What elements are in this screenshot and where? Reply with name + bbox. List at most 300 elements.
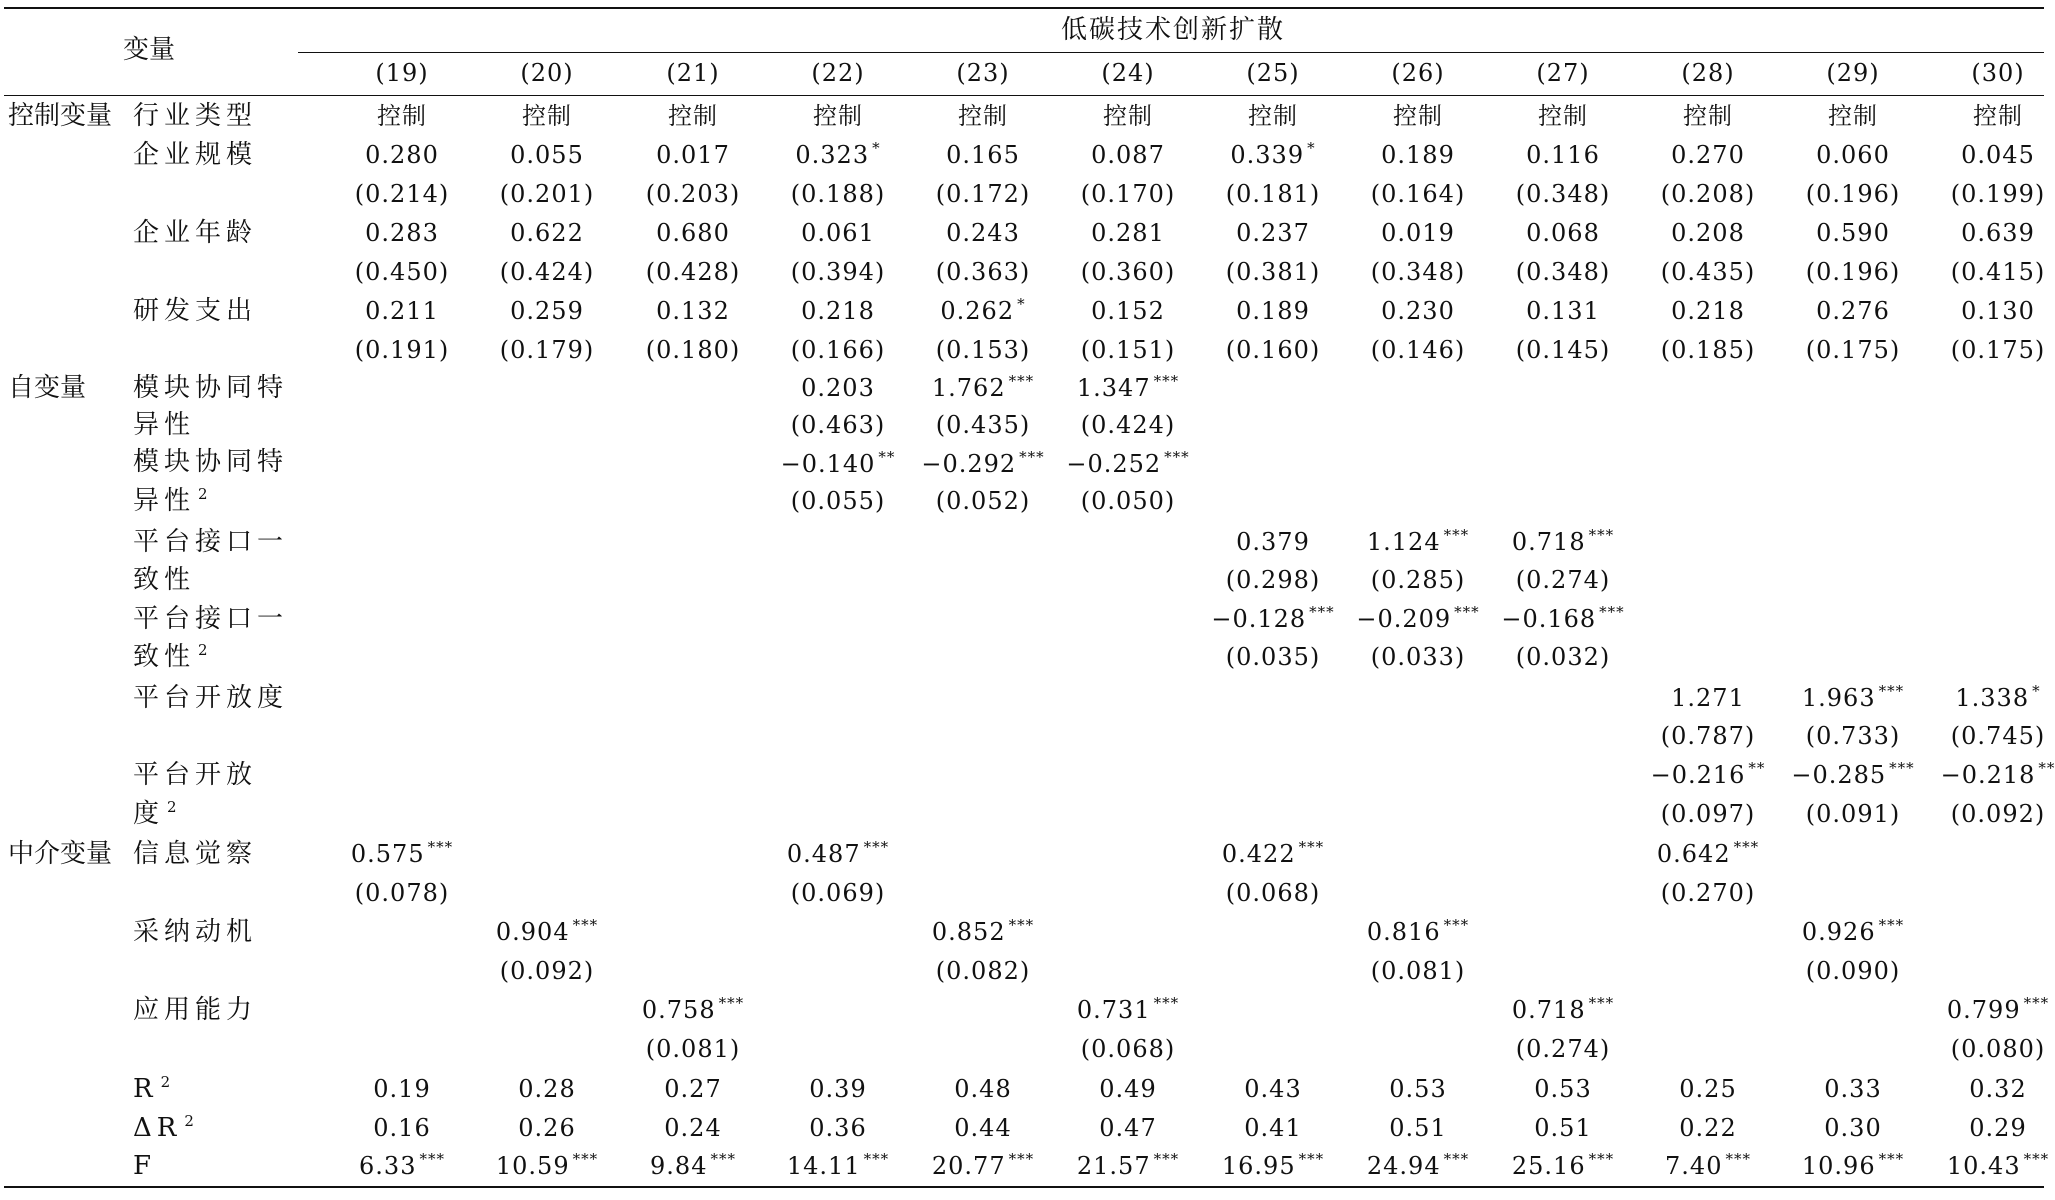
table-cell [1661,721,1755,751]
cell-value: (0.274) [1515,1035,1611,1063]
table-cell [1077,995,1179,1025]
table-cell [1371,642,1465,672]
cell-value: 0.718 [1511,528,1586,556]
significance-marker: *** [2023,994,2050,1012]
table-cell [500,956,594,986]
cell-value: 0.379 [1236,528,1310,556]
label-platform-openness-sq-b: 度 $^2$ [133,798,182,829]
cell-value: 0.575 [350,840,425,868]
header-bottom-rule [4,95,2044,96]
significance-marker: *** [1309,603,1335,621]
table-cell [1951,257,2045,287]
table-cell [646,257,740,287]
label-platform-interface-sq-a: 平台接口一 [133,604,289,634]
table-cell [1534,1113,1591,1143]
cell-value: (0.160) [1225,336,1321,364]
cell-value: 0.061 [801,219,875,247]
table-cell [1516,257,1610,287]
cell-value: (0.199) [1950,180,2046,208]
table-cell [656,296,730,326]
cell-value: 控制 [1393,102,1443,130]
cell-value: 0.904 [495,918,570,946]
cell-value: 0.51 [1389,1114,1447,1142]
cell-value: 控制 [1683,102,1733,130]
table-cell [1516,565,1610,595]
cell-value: (0.179) [499,336,595,364]
significance-marker: *** [1588,994,1615,1012]
table-cell [791,257,885,287]
label-r-squared: R $^2$ [133,1073,176,1104]
table-cell [1516,179,1610,209]
significance-marker: *** [1298,838,1325,856]
table-cell [1806,799,1900,829]
table-cell [1367,1151,1469,1181]
table-cell [1526,140,1600,170]
table-cell [1661,799,1755,829]
model-header: (22) [811,59,865,87]
cell-value: 0.25 [1679,1075,1737,1103]
table-cell [1683,101,1733,131]
table-cell [1828,101,1878,131]
cell-value: 0.41 [1244,1114,1302,1142]
table-cell [1806,721,1900,751]
table-cell [1665,1151,1751,1181]
table-cell [496,1151,598,1181]
table-cell [1226,257,1320,287]
cell-value: (0.082) [935,957,1031,985]
cell-value: 0.218 [1671,297,1745,325]
cell-value: 0.47 [1099,1114,1157,1142]
table-cell [1389,1074,1446,1104]
label-application-capability: 应用能力 [133,995,258,1025]
table-cell [646,335,740,365]
cell-value: (0.787) [1660,722,1756,750]
cell-value: 0.130 [1961,297,2035,325]
table-cell [1951,335,2045,365]
cell-value: 0.49 [1099,1075,1157,1103]
significance-marker: *** [1443,916,1470,934]
table-cell [936,335,1030,365]
cell-value: (0.069) [790,879,886,907]
significance-marker: * [872,139,881,157]
cell-value: 0.51 [1534,1114,1592,1142]
table-cell [373,1074,430,1104]
significance-marker: * [1017,295,1026,313]
cell-value: 控制 [1248,102,1298,130]
cell-value: 0.283 [365,219,439,247]
significance-marker: *** [1443,1150,1470,1168]
table-cell [1951,721,2045,751]
significance-marker: *** [1599,603,1625,621]
cell-value: 0.16 [373,1114,431,1142]
cell-value: 0.731 [1076,996,1151,1024]
cell-value: 25.16 [1511,1152,1586,1180]
cell-value: (0.145) [1515,336,1611,364]
significance-marker: *** [1153,994,1180,1012]
cell-value: (0.164) [1370,180,1466,208]
table-cell [1671,296,1745,326]
cell-value: (0.270) [1660,879,1756,907]
cell-value: (0.097) [1660,800,1756,828]
cell-value: 24.94 [1366,1152,1441,1180]
cell-value: 0.218 [801,297,875,325]
cell-value: (0.175) [1805,336,1901,364]
cell-value: (0.463) [790,411,886,439]
significance-marker: *** [1164,448,1190,466]
cell-value: −0.168 [1501,605,1597,633]
cell-value: 0.29 [1969,1114,2027,1142]
cell-value: 0.189 [1236,297,1310,325]
cell-value: 0.281 [1091,219,1165,247]
table-cell [1381,218,1455,248]
cell-value: 7.40 [1665,1152,1723,1180]
cell-value: (0.191) [354,336,450,364]
significance-marker: *** [1008,916,1035,934]
cell-value: 10.43 [1946,1152,2021,1180]
label-platform-openness-sq-a: 平台开放 [133,760,258,790]
table-cell [791,486,885,516]
cell-value: (0.181) [1225,180,1321,208]
cell-value: 0.060 [1816,141,1890,169]
cell-value: 0.24 [664,1114,722,1142]
cell-value: −0.218 [1940,761,2036,789]
cell-value: (0.435) [1660,258,1756,286]
cell-value: 0.680 [656,219,730,247]
table-cell [1091,218,1165,248]
cell-value: (0.170) [1080,180,1176,208]
table-cell [1947,995,2049,1025]
significance-marker: *** [1008,372,1035,390]
cell-value: (0.188) [790,180,886,208]
significance-marker: *** [1153,372,1180,390]
cell-value: (0.428) [645,258,741,286]
significance-marker: *** [1008,1150,1035,1168]
table-cell [1236,296,1310,326]
label-f-statistic: F [133,1151,157,1181]
cell-value: 0.622 [510,219,584,247]
table-cell [359,1151,445,1181]
model-header: (25) [1246,59,1300,87]
table-cell [1961,296,2035,326]
cell-value: 控制 [958,102,1008,130]
cell-value: (0.214) [354,180,450,208]
cell-value: 10.96 [1801,1152,1876,1180]
table-cell [656,218,730,248]
cell-value: 0.131 [1526,297,1600,325]
table-cell [1661,335,1755,365]
table-cell [377,101,427,131]
cell-value: (0.196) [1805,180,1901,208]
cell-value: (0.363) [935,258,1031,286]
cell-value: (0.091) [1805,800,1901,828]
cell-value: 0.230 [1381,297,1455,325]
significance-marker: *** [863,1150,890,1168]
significance-marker: *** [1588,1150,1615,1168]
label-adoption-motivation: 采纳动机 [133,917,258,947]
cell-value: −0.292 [921,450,1017,478]
table-cell [1081,1034,1175,1064]
table-cell [936,956,1030,986]
table-cell [946,140,1020,170]
cell-value: −0.285 [1791,761,1887,789]
cell-value: 0.48 [954,1075,1012,1103]
significance-marker: *** [710,1150,736,1168]
label-platform-interface-sq-b: 致性 $^2$ [133,641,213,672]
cell-value: (0.208) [1660,180,1756,208]
cell-value: 10.59 [495,1152,570,1180]
table-cell [500,335,594,365]
cell-value: 0.28 [518,1075,576,1103]
cell-value: 控制 [813,102,863,130]
table-cell [1651,760,1766,790]
cell-value: (0.394) [790,258,886,286]
table-cell [365,296,439,326]
table-cell [921,449,1044,479]
model-header: (28) [1681,59,1735,87]
cell-value: 0.045 [1961,141,2035,169]
table-cell [664,1113,721,1143]
cell-value: 控制 [522,102,572,130]
significance-marker: *** [1019,448,1045,466]
group-independent-variables: 自变量 [8,373,87,403]
significance-marker: *** [1153,1150,1180,1168]
cell-value: 0.055 [510,141,584,169]
table-cell [1661,257,1755,287]
label-platform-openness: 平台开放度 [133,683,289,713]
cell-value: 0.189 [1381,141,1455,169]
cell-value: 0.262 [940,297,1015,325]
table-cell [1236,218,1310,248]
cell-value: 0.30 [1824,1114,1882,1142]
cell-value: 0.280 [365,141,439,169]
table-cell [1381,296,1455,326]
table-cell [355,179,449,209]
table-cell [1951,1034,2045,1064]
table-cell [1806,956,1900,986]
table-cell [1367,917,1469,947]
table-cell [954,1074,1011,1104]
cell-value: (0.035) [1225,643,1321,671]
table-cell [1534,1074,1591,1104]
table-cell [1211,604,1334,634]
table-cell [1806,335,1900,365]
table-cell [1371,335,1465,365]
table-cell [809,1113,866,1143]
cell-value: (0.180) [645,336,741,364]
cell-value: 1.762 [931,374,1006,402]
significance-marker: ** [878,448,896,466]
table-cell [1081,257,1175,287]
table-cell [1226,878,1320,908]
cell-value: 0.36 [809,1114,867,1142]
table-cell [646,179,740,209]
significance-marker: *** [1889,759,1915,777]
cell-value: 0.22 [1679,1114,1737,1142]
table-cell [1791,760,1914,790]
table-cell [1526,296,1600,326]
cell-value: 0.243 [946,219,1020,247]
model-header: (29) [1826,59,1880,87]
table-cell [809,1074,866,1104]
table-cell [1824,1074,1881,1104]
cell-value: 20.77 [931,1152,1006,1180]
significance-marker: ** [1748,759,1766,777]
cell-value: 0.799 [1946,996,2021,1024]
table-cell [1512,1151,1614,1181]
cell-value: 1.347 [1076,374,1151,402]
label-delta-r-squared: ΔR $^2$ [133,1112,199,1143]
table-cell [1244,1074,1301,1104]
cell-value: (0.733) [1805,722,1901,750]
table-cell [936,179,1030,209]
cell-value: 0.019 [1381,219,1455,247]
table-cell [1226,179,1320,209]
significance-marker: * [1307,139,1316,157]
table-cell [1081,410,1175,440]
table-cell [932,373,1034,403]
significance-marker: *** [572,916,599,934]
cell-value: 0.270 [1671,141,1745,169]
table-cell [656,140,730,170]
significance-marker: *** [1878,682,1905,700]
label-module-synergy-a: 模块协同特 [133,373,289,403]
table-cell [791,878,885,908]
cell-value: (0.274) [1515,566,1611,594]
table-cell [1661,179,1755,209]
cell-value: (0.298) [1225,566,1321,594]
label-rd-expenditure: 研发支出 [133,296,258,326]
table-cell [1816,218,1890,248]
significance-marker: *** [419,1150,445,1168]
cell-value: (0.201) [499,180,595,208]
cell-value: 0.237 [1236,219,1310,247]
cell-value: (0.415) [1950,258,2046,286]
cell-value: (0.153) [935,336,1031,364]
cell-value: (0.203) [645,180,741,208]
table-cell [1371,179,1465,209]
cell-value: (0.424) [1080,411,1176,439]
table-cell [1802,1151,1904,1181]
significance-marker: *** [1725,1150,1751,1168]
bottom-rule [4,1186,2044,1188]
table-cell [932,917,1034,947]
table-cell [1806,179,1900,209]
table-cell [1947,1151,2049,1181]
label-firm-size: 企业规模 [133,140,258,170]
table-cell [1679,1113,1736,1143]
table-cell [1356,604,1479,634]
cell-value: (0.381) [1225,258,1321,286]
table-cell [1244,1113,1301,1143]
table-cell [496,917,598,947]
table-cell [500,257,594,287]
group-control-variables: 控制变量 [8,101,113,131]
significance-marker: *** [1588,526,1615,544]
model-header: (30) [1971,59,2025,87]
cell-value: 控制 [377,102,427,130]
table-cell [500,179,594,209]
table-cell [954,1113,1011,1143]
table-cell [932,1151,1034,1181]
cell-value: 0.208 [1671,219,1745,247]
significance-marker: *** [1878,916,1905,934]
cell-value: 1.271 [1671,684,1745,712]
table-cell [355,878,449,908]
cell-value: 控制 [668,102,718,130]
cell-value: 0.323 [795,141,870,169]
table-cell [813,101,863,131]
table-cell [1381,140,1455,170]
cell-value: (0.092) [1950,800,2046,828]
table-cell [1226,565,1320,595]
table-cell [1516,1034,1610,1064]
table-cell [940,296,1025,326]
table-cell [1367,527,1469,557]
table-cell [1526,218,1600,248]
table-cell [787,839,889,869]
table-cell [1091,140,1165,170]
label-platform-interface-a: 平台接口一 [133,527,289,557]
cell-value: (0.081) [645,1035,741,1063]
significance-marker: *** [863,838,890,856]
model-header: (21) [666,59,720,87]
significance-marker: * [2032,682,2041,700]
cell-value: 14.11 [786,1152,861,1180]
table-cell [791,410,885,440]
model-header: (26) [1391,59,1445,87]
table-cell [1824,1113,1881,1143]
cell-value: −0.128 [1211,605,1307,633]
table-cell [1671,218,1745,248]
cell-value: 0.259 [510,297,584,325]
table-cell [1226,642,1320,672]
cell-value: 0.132 [656,297,730,325]
cell-value: (0.092) [499,957,595,985]
table-cell [946,218,1020,248]
cell-value: −0.216 [1650,761,1746,789]
cell-value: (0.424) [499,258,595,286]
cell-value: 0.087 [1091,141,1165,169]
cell-value: 控制 [1538,102,1588,130]
cell-value: 0.017 [656,141,730,169]
table-cell [1516,335,1610,365]
table-cell [1951,179,2045,209]
cell-value: (0.068) [1080,1035,1176,1063]
cell-value: (0.360) [1080,258,1176,286]
table-cell [1236,527,1310,557]
cell-value: 21.57 [1076,1152,1151,1180]
table-cell [522,101,572,131]
cell-value: 0.53 [1389,1075,1447,1103]
table-cell [1081,486,1175,516]
cell-value: 0.642 [1656,840,1731,868]
table-cell [1371,956,1465,986]
table-cell [781,449,896,479]
table-cell [668,101,718,131]
cell-value: 0.116 [1526,141,1600,169]
cell-value: 0.211 [365,297,439,325]
table-cell [1222,1151,1324,1181]
table-cell [1941,760,2055,790]
table-cell [791,179,885,209]
model-header: (24) [1101,59,1155,87]
table-cell [1512,995,1614,1025]
table-cell [936,257,1030,287]
cell-value: 控制 [1973,102,2023,130]
cell-value: (0.078) [354,879,450,907]
cell-value: (0.175) [1950,336,2046,364]
cell-value: 控制 [1828,102,1878,130]
